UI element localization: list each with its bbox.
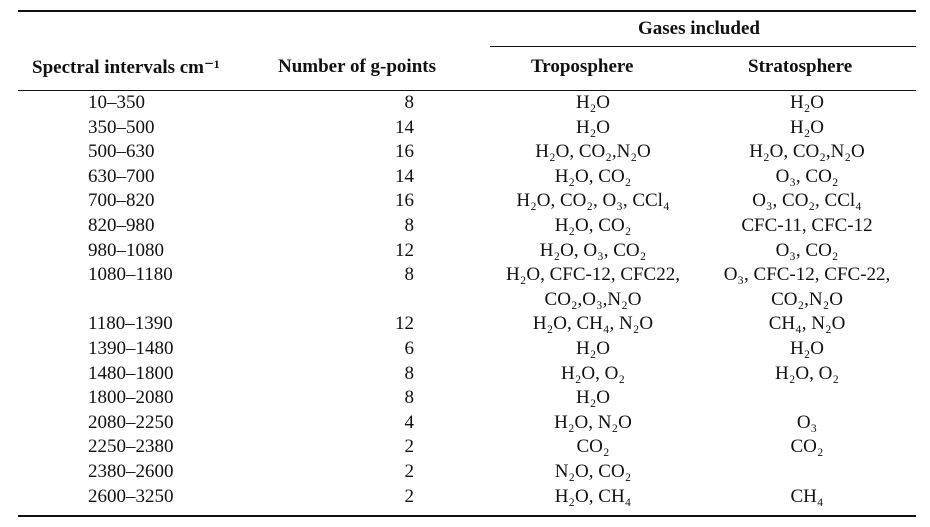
table-row [18,312,916,337]
table-row [18,460,916,485]
interval-cell-text: 1390–1480 [88,337,174,359]
troposphere-cell-text: H₂O, N₂O [554,411,632,433]
table-row [18,214,916,239]
stratosphere-cell [698,140,916,165]
interval-cell-text: 1800–2080 [88,387,174,409]
stratosphere-cell-text: H₂O [789,116,825,138]
troposphere-cell [488,337,698,362]
troposphere-cell-text: H₂O, CH₄ [554,485,632,507]
stratosphere-cell [698,165,916,190]
stratosphere-cell-text: CH₄, N₂O [768,313,846,335]
troposphere-cell [488,91,698,116]
g-points-cell-text: 8 [404,387,414,409]
g-points-cell [238,337,488,362]
g-points-cell-text: 16 [395,190,414,212]
g-points-cell [238,362,488,387]
interval-cell [18,140,238,165]
g-points-cell [238,189,488,214]
troposphere-cell-text: H₂O [575,337,611,359]
g-points-cell [238,485,488,510]
interval-cell-text: 1180–1390 [88,313,173,335]
g-points-cell [238,435,488,460]
interval-cell [18,263,238,312]
interval-cell-text: 820–980 [88,214,155,236]
header-gases-included: Gases included [638,18,760,39]
troposphere-cell-text: H₂O, O₃, CO₂ [539,239,647,261]
table-row [18,263,916,312]
g-points-cell [238,214,488,239]
header-spectral-intervals: Spectral intervals cm⁻¹ [32,57,220,78]
stratosphere-cell [698,91,916,116]
troposphere-cell [488,435,698,460]
troposphere-cell [488,312,698,337]
stratosphere-cell-text: O₃, CO₂, CCl₄ [752,190,862,212]
g-points-cell [238,116,488,141]
g-points-cell-text: 6 [404,337,414,359]
interval-cell [18,386,238,411]
gas-table-container [18,10,916,517]
g-points-cell [238,386,488,411]
stratosphere-cell-text: O₃, CO₂ [775,165,839,187]
table-row [18,485,916,510]
troposphere-cell-text: H₂O, CO₂ [554,165,632,187]
interval-cell-text: 2380–2600 [88,460,174,482]
stratosphere-cell-text: H₂O, CO₂,N₂O [749,141,865,163]
troposphere-cell [488,239,698,264]
header-group-rule [490,46,916,47]
stratosphere-cell-text: O₃, CO₂ [775,239,839,261]
interval-cell [18,411,238,436]
troposphere-cell [488,189,698,214]
stratosphere-cell [698,312,916,337]
interval-cell-text: 350–500 [88,116,155,138]
troposphere-cell-text: H₂O [575,116,611,138]
stratosphere-cell-text: H₂O [789,92,825,113]
stratosphere-cell [698,214,916,239]
bottom-rule [18,515,916,517]
g-points-cell-text: 12 [395,239,414,261]
g-points-cell-text: 8 [404,264,414,286]
stratosphere-cell-text-line2: CO₂,N₂O [771,288,843,310]
g-points-cell-text: 8 [404,214,414,236]
stratosphere-cell-text: H₂O, O₂ [775,362,839,384]
troposphere-cell-text: H₂O [575,387,611,409]
interval-cell-text: 1080–1180 [88,264,173,286]
stratosphere-cell-text: CH₄ [790,485,824,507]
troposphere-cell [488,140,698,165]
g-points-cell [238,239,488,264]
stratosphere-cell [698,435,916,460]
table-row [18,386,916,411]
g-points-cell-text: 4 [404,411,414,433]
troposphere-cell-text: H₂O, CO₂,N₂O [535,141,651,163]
table-body [18,91,916,509]
stratosphere-cell-text: CO₂ [790,436,824,458]
interval-cell [18,239,238,264]
g-points-cell-text: 16 [395,141,414,163]
troposphere-cell [488,386,698,411]
troposphere-cell-text: H₂O, CO₂ [554,214,632,236]
interval-cell-text: 630–700 [88,165,155,187]
troposphere-cell-text: H₂O, CO₂, O₃, CCl₄ [516,190,670,212]
stratosphere-cell [698,239,916,264]
table-row [18,189,916,214]
header-troposphere: Troposphere [531,56,634,77]
g-points-cell [238,411,488,436]
table-row [18,362,916,387]
g-points-cell [238,165,488,190]
interval-cell [18,91,238,116]
interval-cell-text: 2080–2250 [88,411,174,433]
stratosphere-cell [698,386,916,411]
interval-cell-text: 700–820 [88,190,155,212]
troposphere-cell [488,485,698,510]
g-points-cell [238,140,488,165]
g-points-cell-text: 2 [404,460,414,482]
g-points-cell-text: 8 [404,362,414,384]
troposphere-cell [488,411,698,436]
troposphere-cell [488,362,698,387]
interval-cell-text: 980–1080 [88,239,164,261]
table-row [18,116,916,141]
troposphere-cell-text: H₂O [575,92,611,113]
troposphere-cell [488,165,698,190]
stratosphere-cell [698,337,916,362]
interval-cell [18,312,238,337]
table-row [18,165,916,190]
table-row [18,239,916,264]
gas-table [18,91,916,509]
troposphere-cell [488,263,698,312]
stratosphere-cell [698,116,916,141]
g-points-cell-text: 14 [395,165,414,187]
interval-cell [18,362,238,387]
g-points-cell-text: 12 [395,313,414,335]
g-points-cell [238,91,488,116]
stratosphere-cell-text: O₃, CFC-12, CFC-22, [723,264,891,286]
g-points-cell-text: 2 [404,485,414,507]
interval-cell-text: 2600–3250 [88,485,174,507]
stratosphere-cell [698,485,916,510]
stratosphere-cell-text: H₂O [789,337,825,359]
table-row [18,337,916,362]
interval-cell-text: 500–630 [88,141,155,163]
troposphere-cell [488,116,698,141]
table-row [18,435,916,460]
header-stratosphere: Stratosphere [748,56,853,77]
interval-cell [18,165,238,190]
g-points-cell [238,263,488,312]
table-row [18,140,916,165]
table-row [18,411,916,436]
troposphere-cell-text: CO₂ [576,436,610,458]
interval-cell-text: 10–350 [88,92,145,113]
troposphere-cell-text: H₂O, CH₄, N₂O [532,313,654,335]
interval-cell [18,189,238,214]
stratosphere-cell-text: O₃ [796,411,818,433]
troposphere-cell [488,460,698,485]
g-points-cell-text: 8 [404,92,414,113]
troposphere-cell-text: N₂O, CO₂ [554,460,632,482]
stratosphere-cell-text: CFC-11, CFC-12 [741,214,873,236]
g-points-cell [238,460,488,485]
interval-cell [18,214,238,239]
stratosphere-cell [698,411,916,436]
g-points-cell [238,312,488,337]
interval-cell [18,460,238,485]
header-g-points: Number of g-points [278,56,436,77]
interval-cell [18,116,238,141]
stratosphere-cell [698,189,916,214]
g-points-cell-text: 2 [404,436,414,458]
interval-cell [18,435,238,460]
troposphere-cell-text-line2: CO₂,O₃,N₂O [544,288,642,310]
interval-cell [18,485,238,510]
stratosphere-cell [698,362,916,387]
interval-cell [18,337,238,362]
troposphere-cell [488,214,698,239]
troposphere-cell-text: H₂O, O₂ [561,362,625,384]
stratosphere-cell [698,263,916,312]
interval-cell-text: 1480–1800 [88,362,174,384]
stratosphere-cell [698,460,916,485]
troposphere-cell-text: H₂O, CFC-12, CFC22, [506,264,680,286]
table-row [18,91,916,116]
g-points-cell-text: 14 [395,116,414,138]
table-header [18,12,916,90]
interval-cell-text: 2250–2380 [88,436,174,458]
